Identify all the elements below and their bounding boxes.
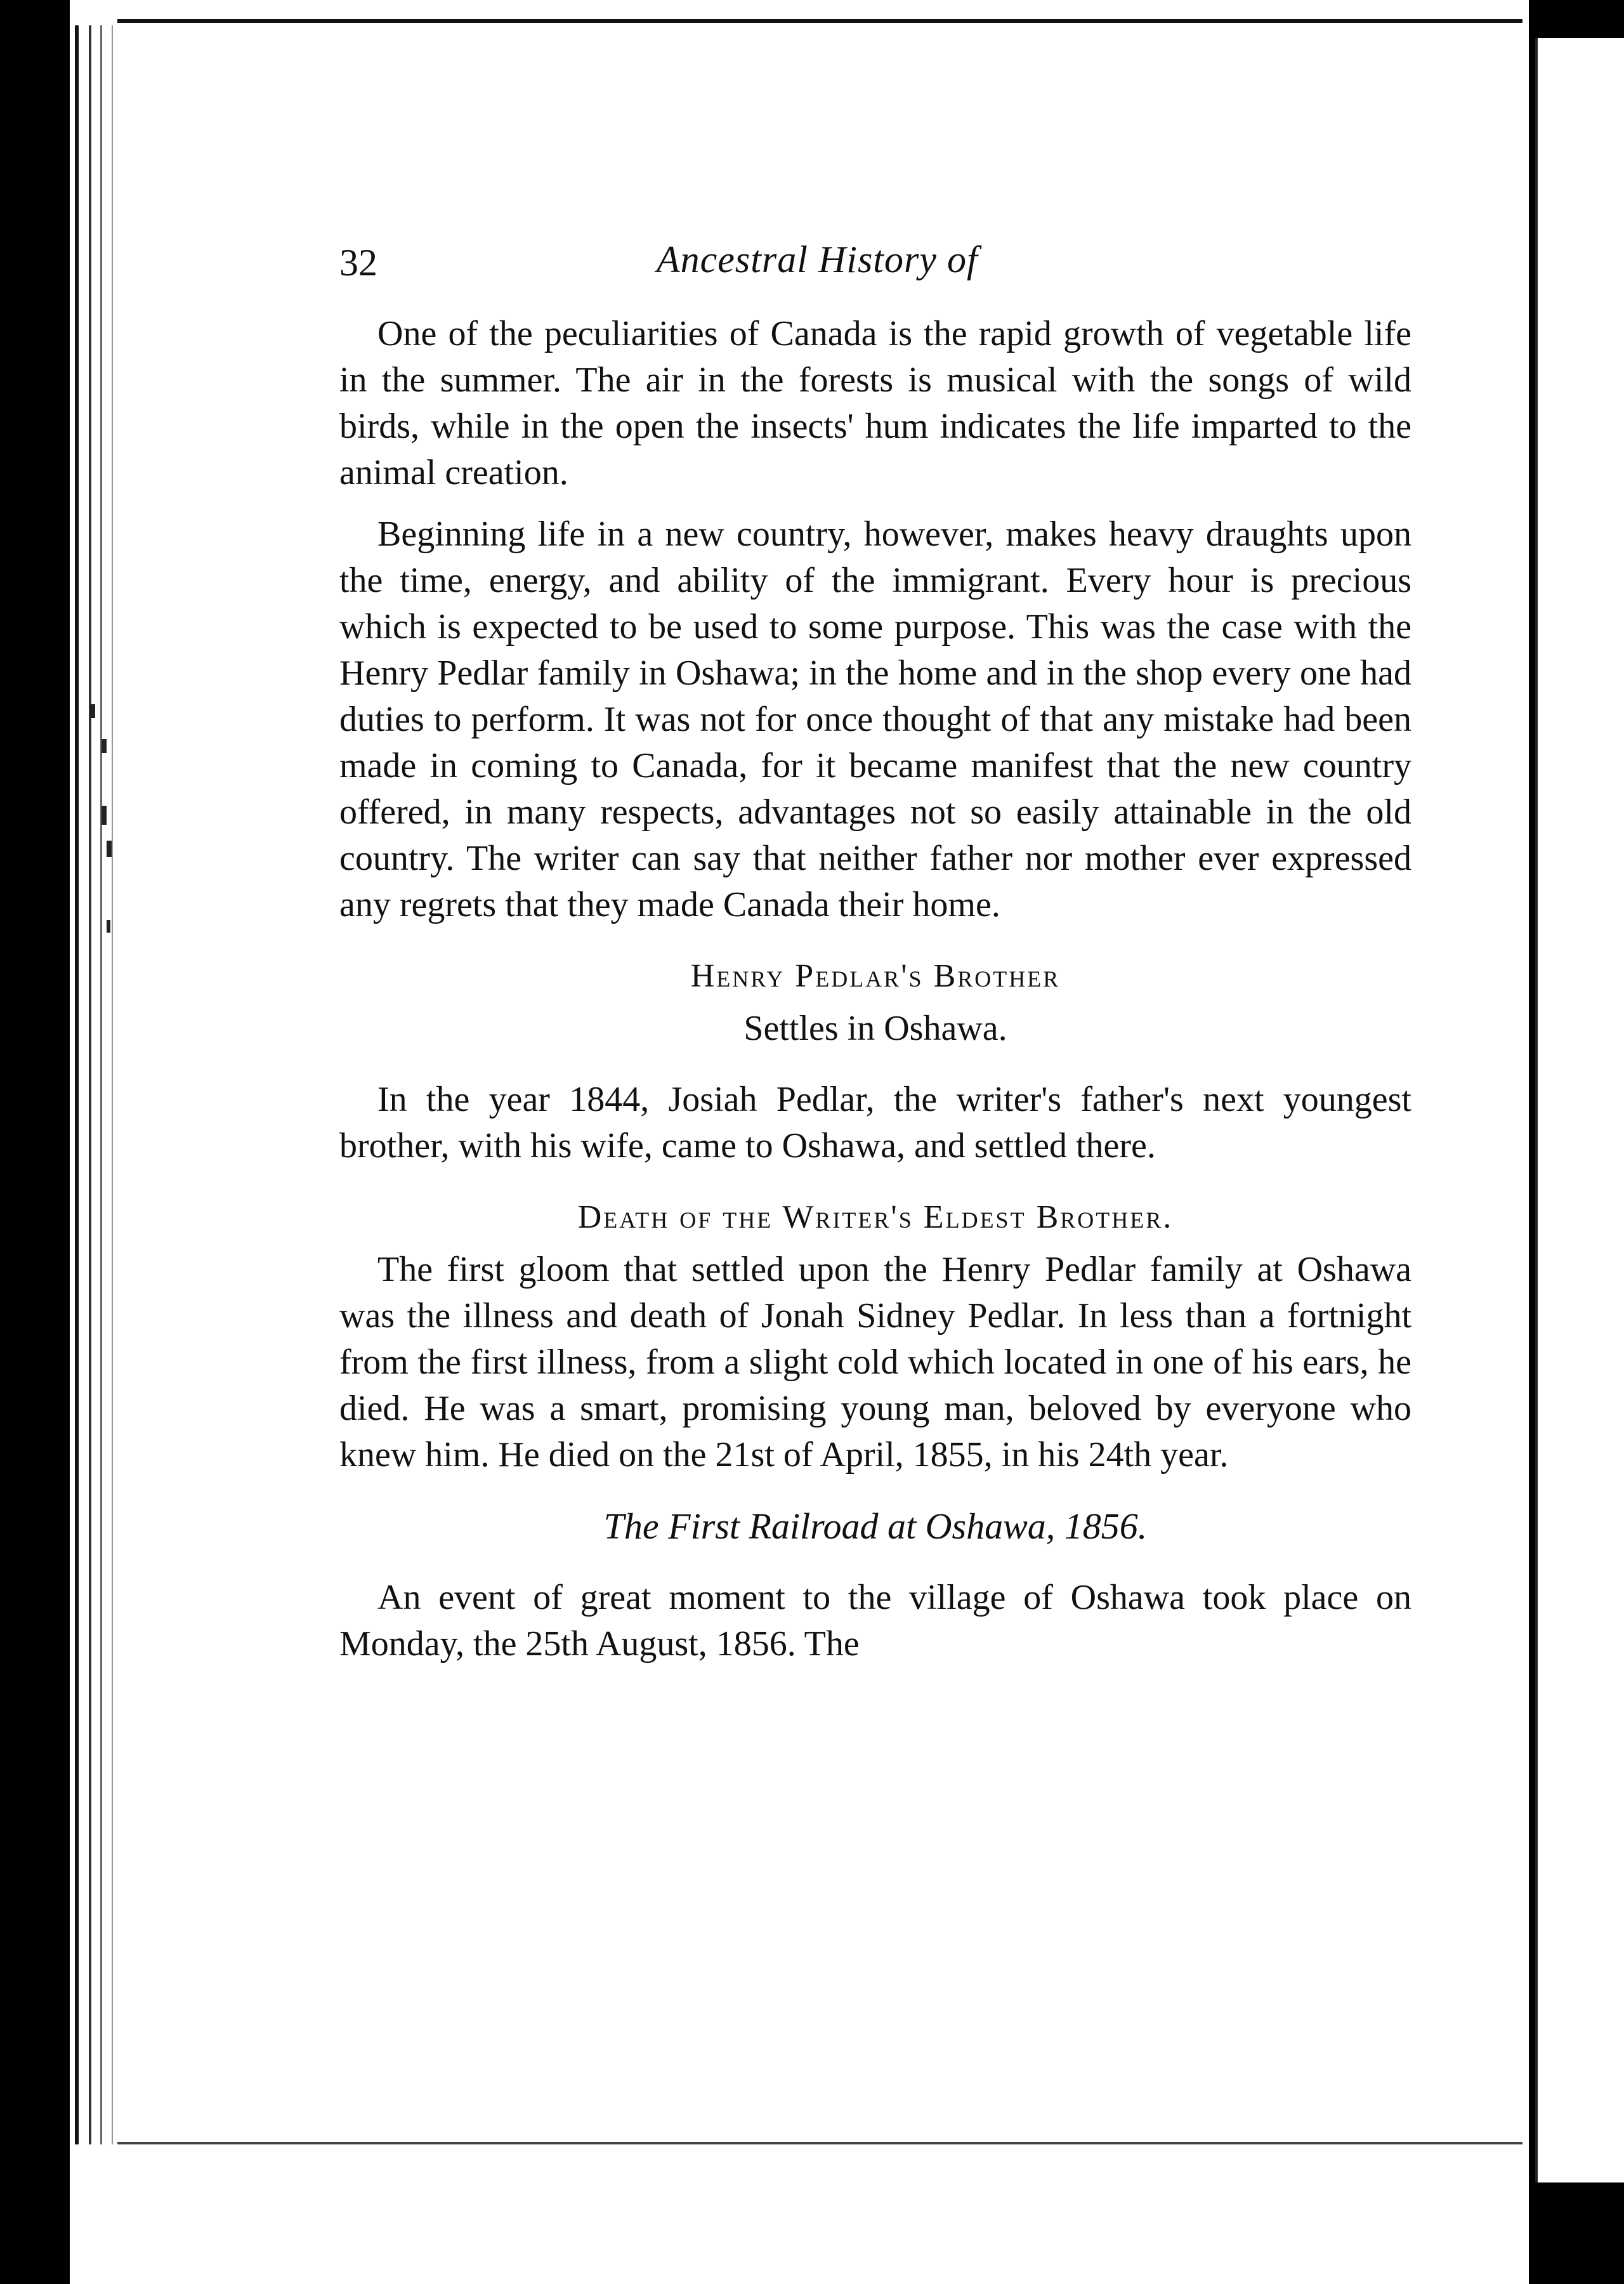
scan-speck (107, 920, 110, 933)
paragraph-new-country: Beginning life in a new country, however, makes heavy draughts upon the time, energy, and ability of the immigrant. Every hour is precious which is expected to be used to some purpose. This was the case with the Henry Pedlar family in Oshawa; in the home and in the shop every one had duties to perform. It was not for once thought of that any mistake had been made in coming to Canada, for it became manifest that the new country offered, in many respects, advantages not so easily attainable in the old country. The writer can say that neither father nor mother ever expressed any regrets that they made Canada their home. (339, 515, 1411, 924)
page-edge (89, 25, 91, 2144)
scan-speck (107, 841, 112, 857)
section-subheading-oshawa: Settles in Oshawa. (743, 1009, 1007, 1048)
section-heading-death: Death of the Writer's Eldest Brother. (577, 1199, 1174, 1235)
paragraph-canada-growth: One of the peculiarities of Canada is the rapid growth of vegetable life in the summer. The air in the forests is musical with the songs of wild birds, while in the open the insects' hum indicates the life imparted to the animal creation. (339, 314, 1411, 492)
running-title: Ancestral History of (657, 239, 978, 280)
page-edge (100, 25, 102, 2144)
next-page-edge (1535, 38, 1624, 2182)
paragraph-railroad: An event of great moment to the village of Oshawa took place on Monday, the 25th August, 1856. The (339, 1578, 1411, 1664)
scan-speck (102, 739, 107, 753)
section-heading-brother: Henry Pedlar's Brother (690, 958, 1061, 994)
scan-speck (102, 806, 107, 825)
page-text (339, 235, 1411, 1667)
section-heading-railroad: The First Railroad at Oshawa, 1856. (603, 1506, 1148, 1547)
page-edge (112, 25, 113, 2144)
page-number: 32 (339, 242, 377, 284)
scan-speck (90, 704, 95, 718)
paragraph-josiah: In the year 1844, Josiah Pedlar, the writer's father's next youngest brother, with his wife, came to Oshawa, and settled there. (339, 1080, 1411, 1165)
paragraph-jonah: The first gloom that settled upon the Henry Pedlar family at Oshawa was the illness and death of Jonah Sidney Pedlar. In less than a fortnight from the first illness, from a slight cold which located in one of his ears, he died. He was a smart, promising young man, beloved by everyone who knew him. He died on the 21st of April, 1855, in his 24th year. (339, 1250, 1411, 1474)
page-edge (75, 25, 79, 2144)
running-head (339, 235, 1411, 311)
